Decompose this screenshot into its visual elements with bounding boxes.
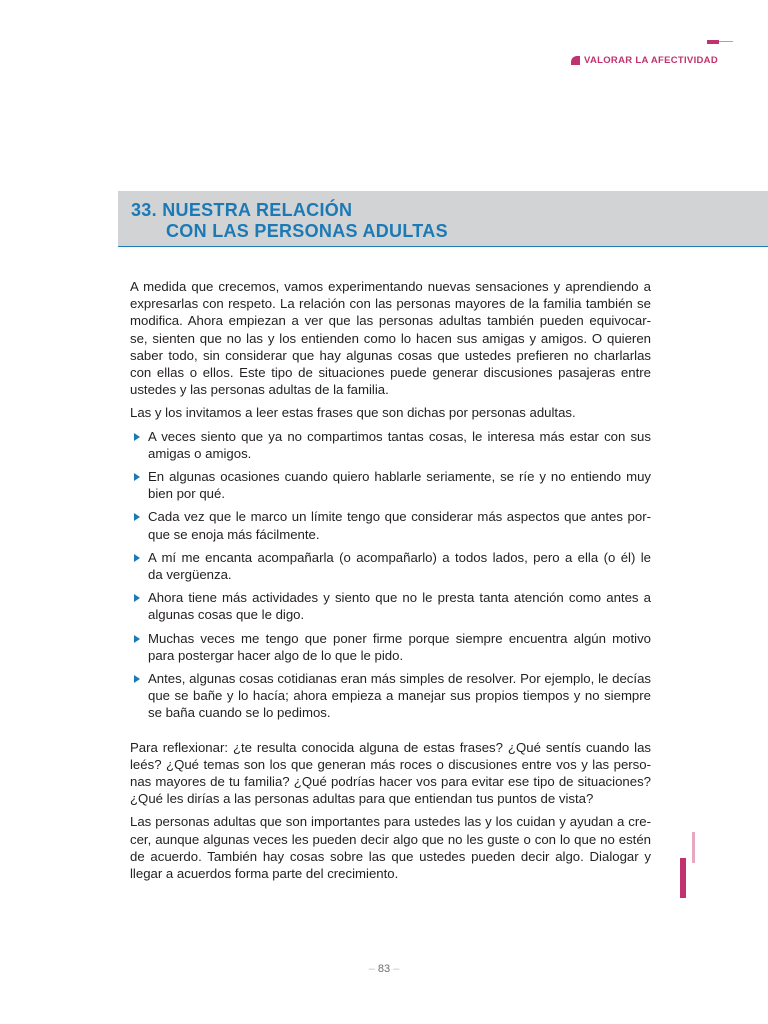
- text-line: algunas cosas que le digo.: [148, 607, 305, 623]
- text-line: Para reflexionar: ¿te resulta conocida alguna de estas frases? ¿Qué sentís cuando las: [130, 739, 651, 755]
- text-line: A medida que crecemos, vamos experimentando nuevas sensaciones y aprendiendo a: [130, 279, 651, 294]
- text-line: leés? ¿Qué temas son los que generan más roces o discusiones entre vos y las perso-: [130, 756, 651, 772]
- quotes-intro: [130, 404, 651, 421]
- text-line: de acuerdo. También hay cosas sobre las que ustedes pueden decir algo. Dialogar y: [130, 848, 651, 864]
- text-line: A mí me encanta acompañarla (o acompañarlo) a todos lados, pero a ella (o él) le: [148, 549, 651, 565]
- text-line: expresarlas con respeto. La relación con las personas mayores de la familia también se: [130, 296, 651, 312]
- text-line: Cada vez que le marco un límite tengo que considerar más aspectos que antes por-: [148, 509, 651, 525]
- text-line: llegar a acuerdos forma parte del crecimiento.: [130, 866, 399, 882]
- triangle-bullet-icon: [134, 675, 140, 683]
- intro-paragraph: [130, 278, 651, 398]
- text-line: ¿Qué les dirías a las personas adultas para que entiendan tus puntos de vista?: [130, 791, 594, 807]
- text-line: cer, aunque algunas veces les pueden decir algo que no les guste o con lo que no estén: [130, 831, 651, 847]
- text-line: Muchas veces me tengo que poner firme porque siempre encuentra algún motivo: [148, 630, 651, 646]
- chapter-title-line1: 33. NUESTRA RELACIÓN: [131, 200, 353, 220]
- section-tag-icon: [571, 56, 580, 65]
- main-content: [130, 278, 651, 882]
- list-item: [130, 508, 651, 542]
- text-line: bien por qué.: [148, 486, 225, 502]
- page-number-dash-right: –: [393, 963, 400, 975]
- list-item: [130, 589, 651, 623]
- text-line: saber todo, sin considerar que hay algunas cosas que ustedes prefieren no charlarlas: [130, 347, 651, 363]
- text-line: Las y los invitamos a leer estas frases que son dichas por personas adultas.: [130, 405, 576, 421]
- reflection-paragraph: [130, 739, 651, 808]
- text-line: nas mayores de tu familia? ¿Qué podrías hacer vos para evitar ese tipo de situaciones?: [130, 774, 651, 790]
- triangle-bullet-icon: [134, 473, 140, 481]
- triangle-bullet-icon: [134, 554, 140, 562]
- text-line: que se bañe y lo hacía; ahora empieza a manejar sus propios tiempos y no siempre: [148, 688, 651, 704]
- text-line: ustedes y las personas adultas de la familia.: [130, 382, 389, 398]
- section-tag-label: VALORAR LA AFECTIVIDAD: [584, 55, 718, 66]
- list-item: [130, 428, 651, 462]
- quotes-list: [130, 428, 651, 722]
- chapter-title-line2: CON LAS PERSONAS ADULTAS: [166, 221, 448, 241]
- list-item: [130, 549, 651, 583]
- page-number: [0, 963, 768, 975]
- margin-accent-dark: [680, 858, 686, 898]
- text-line: Las personas adultas que son importantes para ustedes las y los cuidan y ayudan a cre-: [130, 814, 651, 830]
- list-item: [130, 630, 651, 664]
- page-number-dash-left: –: [368, 963, 375, 975]
- text-line: En algunas ocasiones cuando quiero hablarle seriamente, se ríe y no entiendo muy: [148, 469, 651, 485]
- closing-paragraph: [130, 813, 651, 882]
- text-line: con ellas o ellos. Este tipo de situaciones puede generar discusiones pasajeras entre: [130, 365, 651, 381]
- text-line: da vergüenza.: [148, 567, 232, 583]
- header-accent-bar: [707, 40, 719, 44]
- page-number-value: 83: [377, 963, 391, 975]
- triangle-bullet-icon: [134, 513, 140, 521]
- text-line: se, sienten que no las y los entienden como lo hacen sus amigas y amigos. O quieren: [130, 330, 651, 346]
- triangle-bullet-icon: [134, 433, 140, 441]
- text-line: amigas o amigos.: [148, 445, 252, 461]
- section-tag: [571, 55, 718, 66]
- text-line: se baña cuando se lo pedimos.: [148, 705, 331, 721]
- text-line: para postergar hacer algo de lo que le pido.: [148, 647, 404, 663]
- text-line: modifica. Ahora empiezan a ver que las personas adultas también pueden equivocar-: [130, 313, 651, 329]
- margin-accent-light: [692, 832, 695, 863]
- chapter-title-band: [118, 191, 768, 247]
- triangle-bullet-icon: [134, 635, 140, 643]
- header-accent-line: [719, 41, 733, 42]
- text-line: que se enoja más fácilmente.: [148, 526, 320, 542]
- text-line: Antes, algunas cosas cotidianas eran más simples de resolver. Por ejemplo, le decías: [148, 671, 651, 687]
- text-line: A veces siento que ya no compartimos tantas cosas, le interesa más estar con sus: [148, 428, 651, 444]
- list-item: [130, 468, 651, 502]
- triangle-bullet-icon: [134, 594, 140, 602]
- text-line: Ahora tiene más actividades y siento que no le presta tanta atención como antes a: [148, 590, 651, 606]
- list-item: [130, 670, 651, 722]
